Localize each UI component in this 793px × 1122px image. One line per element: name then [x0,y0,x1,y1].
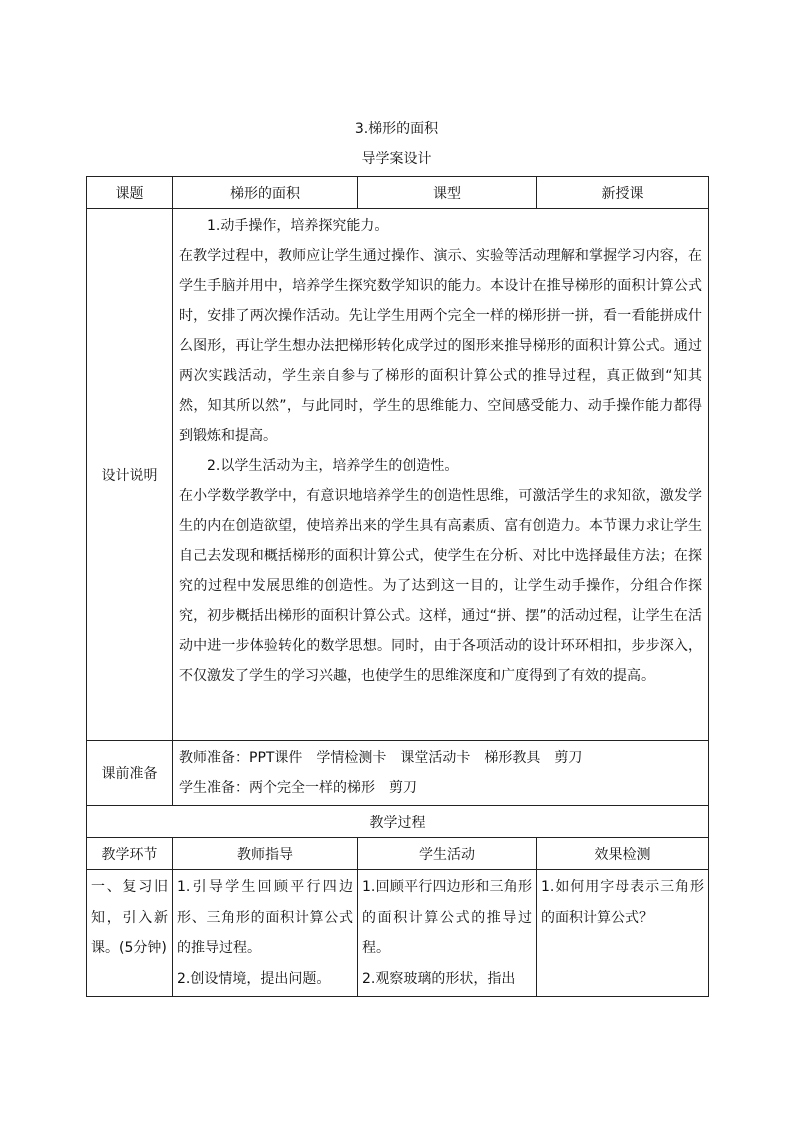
row1-stage [87,870,173,997]
design-row [87,209,709,741]
process-row-1 [87,870,709,997]
row1-teacher-text: 1.引导学生回顾平行四边形、三角形的面积计算公式的推导过程。 2.创设情境，提出问题。 [177,879,353,987]
prep-student: 学生准备：两个完全一样的梯形 剪刀 [179,780,417,796]
column-header-teacher: 教师指导 [173,838,358,870]
process-heading-row [87,806,709,838]
design-content [173,209,709,741]
type-label: 课型 [358,177,537,209]
column-header-student: 学生活动 [358,838,537,870]
topic-row [87,177,709,209]
type-value: 新授课 [537,177,709,209]
column-header-check: 效果检测 [537,838,709,870]
prep-teacher: 教师准备：PPT课件 学情检测卡 课堂活动卡 梯形教具 剪刀 [179,750,583,766]
page-subtitle: 导学案设计 [361,151,432,167]
design-point2-heading: 2.以学生活动为主，培养学生的创造性。 [207,458,459,474]
prep-content [173,741,709,806]
process-columns-row [87,838,709,870]
row1-student-text: 1.回顾平行四边形和三角形的面积计算公式的推导过程。 2.观察玻璃的形状，指出 [362,879,532,987]
design-label: 设计说明 [87,209,173,741]
topic-value: 梯形的面积 [173,177,358,209]
prep-label: 课前准备 [87,741,173,806]
design-point1-body: 在教学过程中，教师应让学生通过操作、演示、实验等活动理解和掌握学习内容，在学生手脑并用中，培养学生探究数学知识的能力。本设计在推导梯形的面积计算公式时，安排了两次操作活动。先让学生用两个完全一样的梯形拼一拼，看一看能拼成什么图形，再让学生想办法把梯形转化成学过的图形来推导梯形的面积计算公式。通过两次实践活动，学生亲自参与了梯形的面积计算公式的推导过程，真正做到“知其然，知其所以然”，与此同时，学生的思维能力、空间感受能力、动手操作能力都得到锻炼和提高。 [179,248,702,444]
row1-check [537,870,709,997]
design-point1-heading: 1.动手操作，培养探究能力。 [207,218,389,234]
prep-row [87,741,709,806]
row1-stage-text: 一、复习旧知，引入新课。(5分钟) [91,879,168,956]
lesson-plan-table [86,176,709,997]
column-header-stage: 教学环节 [87,838,173,870]
row1-check-text: 1.如何用字母表示三角形的面积计算公式？ [541,879,704,926]
row1-student [358,870,537,997]
row1-teacher [173,870,358,997]
page-title: 3.梯形的面积 [354,121,439,137]
topic-label: 课题 [87,177,173,209]
process-heading: 教学过程 [87,806,709,838]
design-point2-body: 在小学数学教学中，有意识地培养学生的创造性思维，可激活学生的求知欲，激发学生的内在创造欲望，使培养出来的学生具有高素质、富有创造力。本节课力求让学生自己去发现和概括梯形的面积计算公式，使学生在分析、对比中选择最佳方法；在探究的过程中发展思维的创造性。为了达到这一目的，让学生动手操作，分组合作探究，初步概括出梯形的面积计算公式。这样，通过“拼、摆”的活动过程，让学生在活动中进一步体验转化的数学思想。同时，由于各项活动的设计环环相扣，步步深入，不仅激发了学生的学习兴趣，也使学生的思维深度和广度得到了有效的提高。 [179,488,702,684]
